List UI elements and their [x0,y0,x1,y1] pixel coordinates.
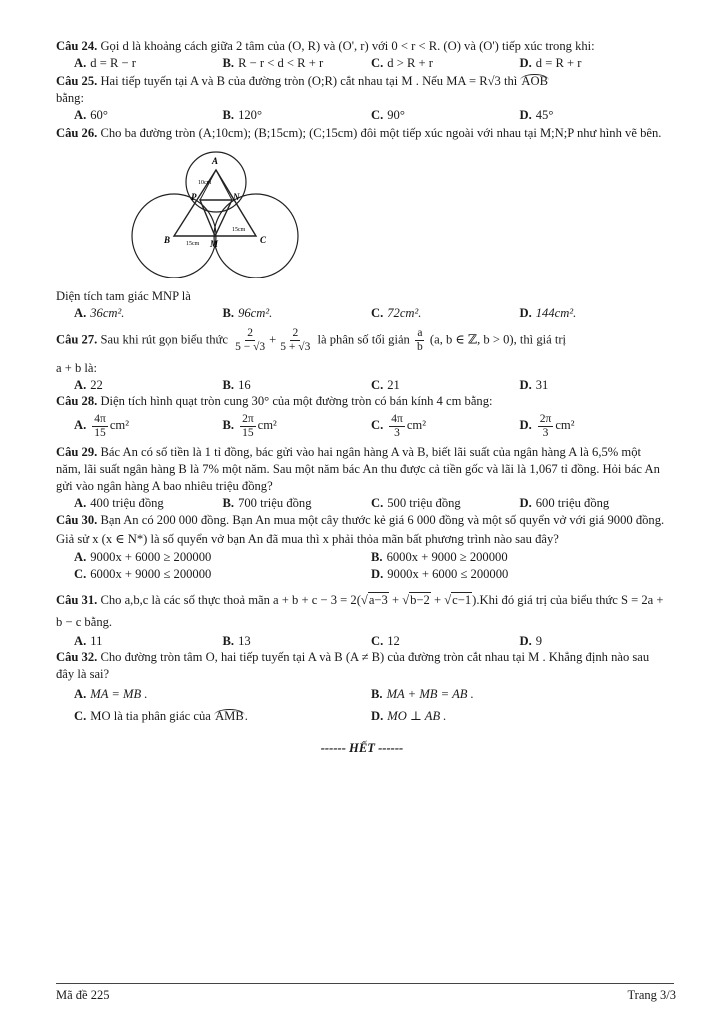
options-30 [56,549,668,583]
exam-code: Mã đề 225 [56,988,110,1002]
arc-aob: AOB [521,74,548,88]
label-p: P [191,192,197,202]
option-c[interactable]: C. MO là tia phân giác của AMB. [74,709,248,723]
question-24 [56,38,668,55]
question-number: Câu 29. [56,445,98,459]
question-number: Câu 31. [56,593,98,607]
option-a[interactable]: A. MA = MB . [74,687,148,701]
options-25 [56,107,668,123]
option-a[interactable]: A. d = R − r [74,56,136,70]
option-d[interactable]: D. 31 [519,378,549,392]
options-29 [56,495,668,511]
options-27 [56,377,668,393]
option-d[interactable]: D. 9000x + 6000 ≤ 200000 [371,567,509,581]
options-24 [56,55,668,71]
question-text: Hai tiếp tuyến tại A và B của đường tròn (O;R) cắt nhau tại M . Nếu MA = R√3 thì [100,74,518,88]
length-b: 15cm [186,241,200,247]
question-27: Câu 27. Sau khi rút gọn biểu thức $\frac{2}{5 - √3}$ + $\frac{2}{5 + √3}$ là phân số tối giản $\frac{a}{b}$ (a, b ∈ ℤ, b > 0), thì giá trị [56,327,567,353]
circles-diagram [128,148,308,278]
fraction-ab: $\frac{a}{b}$ [417,327,423,353]
question-26-prompt: Diện tích tam giác MNP là [56,289,191,303]
question-number: Câu 26. [56,126,98,140]
option-c[interactable]: C. 90° [371,108,405,122]
option-a[interactable]: A. 11 [74,634,103,648]
option-d[interactable]: D. 45° [519,108,554,122]
option-a[interactable]: A. 36cm². [74,306,125,320]
option-c[interactable]: C. d > R + r [371,56,433,70]
option-c[interactable]: C. $\frac{4\pi}{3}$ cm² [371,412,426,439]
option-b[interactable]: B. 96cm². [222,306,273,320]
option-a[interactable]: A. 9000x + 6000 ≥ 200000 [74,550,212,564]
length-a: 10cm [198,180,212,186]
option-d[interactable]: D. $\frac{2\pi}{3}$ cm² [519,412,575,439]
option-d[interactable]: D. d = R + r [519,56,582,70]
option-a[interactable]: A. 60° [74,108,108,122]
option-a[interactable]: A. 22 [74,378,103,392]
end-marker: ------ HẾT ------ [320,741,404,755]
segment [216,170,232,200]
fraction-2: $\frac{2}{5 + √3}$ [280,327,311,353]
fraction-1: $\frac{2}{5 - √3}$ [235,327,266,353]
options-26 [56,305,668,321]
option-b[interactable]: B. 120° [222,108,262,122]
label-c: C [260,235,267,245]
option-d[interactable]: D. 144cm². [519,306,577,320]
question-text-suffix: bằng: [56,91,84,105]
option-d[interactable]: D. MO ⊥ AB . [371,709,447,723]
question-number: Câu 30. [56,513,98,527]
question-number: Câu 24. [56,39,98,53]
option-c[interactable]: C. 21 [371,378,400,392]
question-28: Câu 28. Diện tích hình quạt tròn cung 30° của một đường tròn có bán kính 4 cm bằng: [56,394,493,408]
label-n: N [233,192,240,202]
option-b[interactable]: B. MA + MB = AB . [371,687,474,701]
question-number: Câu 27. [56,332,98,347]
page-number: Trang 3/3 [627,988,676,1002]
three-circles-figure [128,148,668,282]
option-b[interactable]: B. $\frac{2\pi}{15}$ cm² [222,412,277,439]
question-number: Câu 28. [56,394,98,408]
exam-page [56,38,668,756]
option-c[interactable]: C. 500 triệu đồng [371,496,461,510]
question-text: Cho ba đường tròn (A;10cm); (B;15cm); (C;15cm) đôi một tiếp xúc ngoài với nhau tại M;N;P như hình vẽ bên. [100,126,662,140]
question-27-line2: a + b là: [56,361,98,375]
option-d[interactable]: D. 9 [519,634,543,648]
option-a[interactable]: A. $\frac{4\pi}{15}$ cm² [74,412,129,439]
length-c: 15cm [232,227,246,233]
question-number: Câu 32. [56,650,98,664]
question-31: Câu 31. Cho a,b,c là các số thực thoả mãn a + b + c − 3 = 2(√a−3 + √b−2 + √c−1).Khi đó giá trị của biểu thức S = 2a + b − c bằng. [56,593,664,629]
label-a: A [212,156,219,166]
option-c[interactable]: C. 72cm². [371,306,422,320]
options-32 [56,683,668,727]
option-c[interactable]: C. 6000x + 9000 ≤ 200000 [74,567,212,581]
option-d[interactable]: D. 600 triệu đồng [519,496,610,510]
footer-divider [56,983,674,984]
question-26 [56,125,668,142]
question-text: Gọi d là khoảng cách giữa 2 tâm của (O, R) và (O', r) với 0 < r < R. (O) và (O') tiếp xúc trong khi: [100,39,595,53]
question-number: Câu 25. [56,74,98,88]
label-m: M [210,239,219,249]
option-b[interactable]: B. 13 [222,634,251,648]
question-25 [56,73,668,107]
label-b: B [164,235,171,245]
option-b[interactable]: B. R − r < d < R + r [222,56,324,70]
question-30: Câu 30. Bạn An có 200 000 đồng. Bạn An mua một cây thước kẻ giá 6 000 đồng và một số quyển vở với giá 9000 đồng. Giả sử x (x ∈ N*) là số quyển vở bạn An đã mua thì x phải thỏa mãn bất phương trình nào sau đây? [56,513,665,546]
question-32: Câu 32. Cho đường tròn tâm O, hai tiếp tuyến tại A và B (A ≠ B) của đường tròn cắt nhau tại M . Khẳng định nào sau đây là sai? [56,650,650,681]
options-28 [56,410,668,440]
options-31 [56,633,668,649]
option-b[interactable]: B. 700 triệu đồng [222,496,312,510]
option-b[interactable]: B. 6000x + 9000 ≥ 200000 [371,550,508,564]
option-c[interactable]: C. 12 [371,634,400,648]
option-a[interactable]: A. 400 triệu đồng [74,496,164,510]
question-29: Câu 29. Bác An có số tiền là 1 tỉ đồng, bác gửi vào hai ngân hàng A và B, biết lãi suất của ngân hàng A là 6,5% một năm, lãi suất ngân hàng B là 7% một năm. Sau một năm bác An thu được cả tiền gốc và lãi là 1,067 tỉ đồng. Hỏi bác An gửi vào ngân hàng A bao nhiêu triệu đồng? [56,445,660,493]
option-b[interactable]: B. 16 [222,378,251,392]
